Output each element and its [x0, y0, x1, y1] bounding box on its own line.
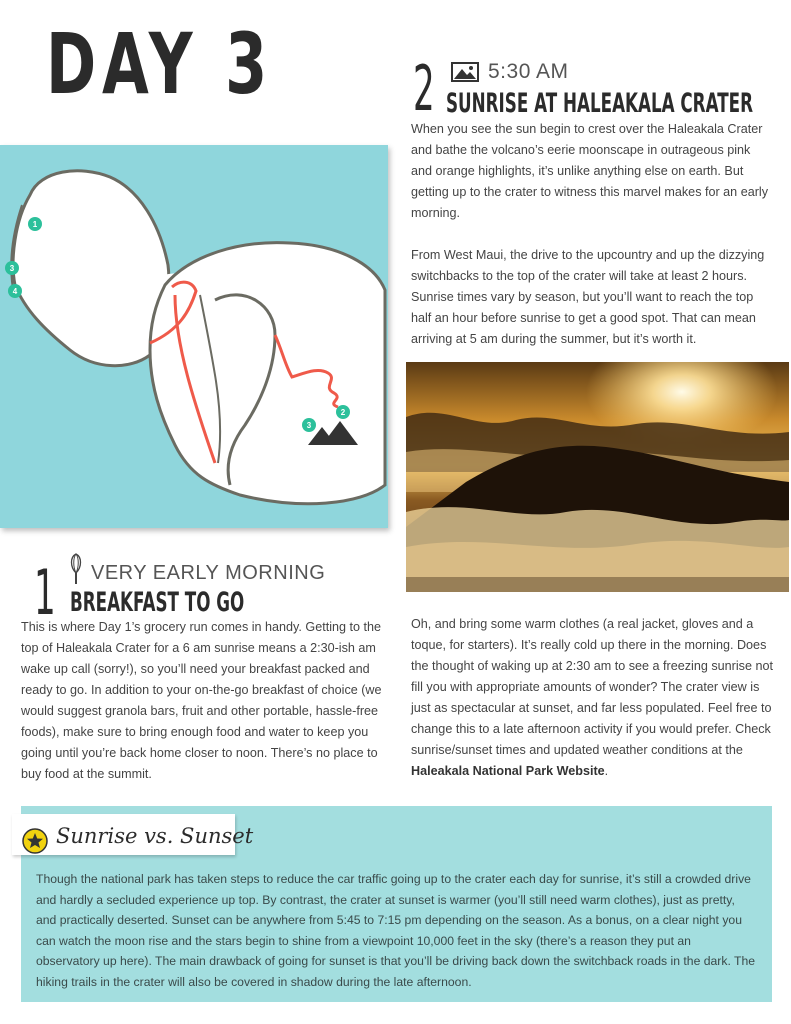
link-suffix: . [604, 764, 609, 778]
stop-1-paragraph: This is where Day 1’s grocery run comes in handy. Getting to the top of Haleakala Crater for a 6 am sunrise means a 2:30-ish am wake up call (sorry!), so you’ll need your breakfast packed and ready to go. In addition to your on-the-go breakfast of choice (we would suggest granola bars, fruit and other portable, hassle-free foods), make sure to bring enough food and water to keep you going until you’re back home closer to noon. There’s no place to buy food at the summit. [21, 620, 382, 781]
star-icon [22, 828, 48, 854]
stop-1-title: BREAKFAST TO GO [70, 587, 245, 618]
haleakala-park-link[interactable]: Haleakala National Park Website [411, 764, 605, 778]
landscape-icon [451, 62, 479, 82]
whisk-icon [69, 553, 83, 585]
callout-text: Though the national park has taken steps to reduce the car traffic going up to the crater each day for sunrise, it’s still a crowded drive and hardly a secluded experience up top. By contrast, the crater at sunset is warmer (you’ll still need warm clothes), just as pretty, and practically deserted. Sunset can be anywhere from 5:45 to 7:15 pm depending on the season. As a bonus, on a clear night you can watch the moon rise and the stars begin to shine from a viewpoint 10,000 feet in the sky (there’s a reason they put an observatory up here). The main drawback of going for sunset is that you’ll be driving back down the switchback roads in the dark. The hiking trails in the crater will also be covered in shadow during the late afternoon. [36, 872, 755, 989]
map-marker-2 [336, 405, 350, 419]
west-maui-landmass [13, 171, 169, 366]
callout-title: Sunrise vs. Sunset [56, 824, 254, 848]
map-illustration [0, 145, 388, 528]
sunrise-photo [406, 362, 789, 592]
stop-2-time: 5:30 AM [488, 60, 569, 83]
stop-2-paragraph: When you see the sun begin to crest over the Haleakala Crater and bathe the volcano’s eerie moonscape in outrageous pink and orange highlights, it’s unlike anything else on earth. But getting up to the crater to witness this marvel makes for an early morning. [411, 122, 768, 220]
svg-text:4: 4 [12, 287, 18, 296]
stop-2-followup-text: Oh, and bring some warm clothes (a real jacket, gloves and a toque, for starters). It’s really cold up there in the morning. Does the thought of waking up at 2:30 am to see a freezing sunrise not fill you with appropriate amounts of wonder? The crater view is just as spectacular at sunset, and far less populated. Feel free to change this to a late afternoon activity if you would prefer. Check sunrise/sunset times and updated weather conditions at the [411, 617, 773, 757]
map-marker-4 [8, 284, 22, 298]
stop-2-followup [411, 614, 777, 782]
stop-2-body [411, 119, 774, 371]
stop-2-title: SUNRISE AT HALEAKALA CRATER [446, 88, 753, 119]
stop-2-number: 2 [413, 52, 435, 125]
page-title: DAY 3 [46, 15, 273, 113]
stop-1-number: 1 [34, 556, 56, 629]
map-marker-3-west [5, 261, 19, 275]
stop-1-body [21, 617, 389, 785]
svg-text:3: 3 [306, 421, 312, 430]
svg-text:3: 3 [9, 264, 15, 273]
map-marker-1 [28, 217, 42, 231]
maui-map [0, 145, 388, 528]
svg-text:1: 1 [32, 220, 38, 229]
stop-2-paragraph: From West Maui, the drive to the upcountry and up the dizzying switchbacks to the top of the crater will take at least 2 hours. Sunrise times vary by season, but you’ll want to reach the top half an hour before sunrise to get a good spot. That can mean arriving at 5 am during the summer, but it’s worth it. [411, 248, 765, 346]
stop-1-time: VERY EARLY MORNING [91, 562, 326, 584]
map-marker-3-east [302, 418, 316, 432]
svg-text:2: 2 [340, 408, 346, 417]
